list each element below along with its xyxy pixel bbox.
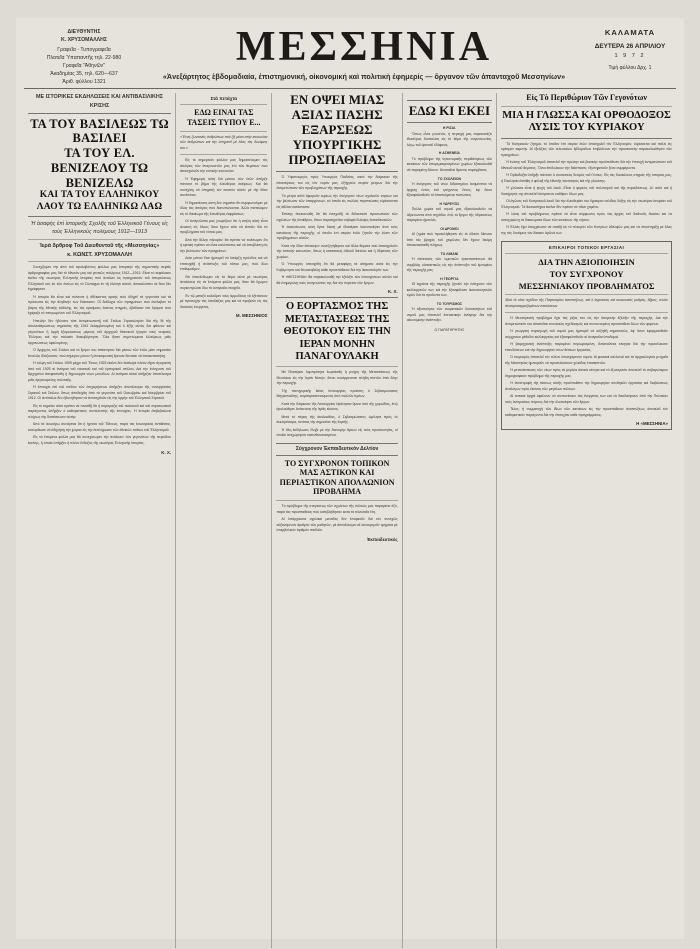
feature-box-paragraph: Ἡ βιομηχανικὴ ἀνάπτυξις παραμένει περιωρισμένη. Ἀπαιτοῦνται κίνητρα διὰ τὴν προσέλκυσιν ἐπενδύσεων καὶ τὴν δημιουργίαν νέων θέσεων ἐργασίας.	[505, 342, 668, 352]
col2-paragraph: Ἡ δημοσίευσις αὐτὴ δὲν σημαίνει ὅτι συμφωνοῦμεν μὲ ὅλας τὰς ἀπόψεις ποὺ διατυπώνονται. Ἀλλὰ πιστεύομεν εἰς τὸ δικαίωμα τῆς ἐλευθέρας ἐκφράσεως.	[180, 200, 268, 216]
col3-bottom-label: Σύγχρονον Ἐκπαιδευτικὸν Δελτίον	[276, 443, 397, 456]
feature-box-paragraph: Ὁ τουρισμὸς ἀποτελεῖ τὸν πλέον ὑποσχόμενον τομέα. Αἱ φυσικαὶ καλλοναὶ καὶ τὰ ἀρχαιολογικὰ μνημεῖα τῆς Μεσσηνίας ἠμποροῦν νὰ προσελκύσουν χιλιάδας ἐπισκεπτῶν.	[505, 355, 668, 365]
col5-paragraph: Ἡ γλῶσσα εἶναι ἡ ψυχὴ τοῦ λαοῦ. Εἶναι ὁ φορεὺς τοῦ πολιτισμοῦ καὶ τῆς παραδόσεως. Δι' αὐτὸ καὶ ἡ διατήρησίς της ἀποτελεῖ ὑπέρτατον καθῆκον ὅλων μας.	[501, 186, 672, 196]
col3-bottom-paragraph: Αἱ ὑπάρχουσαι σχολικαὶ μονάδες δὲν ἐπαρκοῦν διὰ τὸν συνεχῶς αὐξανόμενον ἀριθμὸν τῶν μαθητῶν, μὲ ἀποτέλεσμα νὰ λειτουργοῦν τμήματα μὲ ὑπερβολικὸν ἀριθμὸν παιδιῶν.	[276, 517, 398, 533]
column-4	[402, 93, 496, 948]
masthead	[24, 24, 676, 89]
divider	[505, 294, 668, 295]
col3-sub-paragraph: Μετὰ τὸ πέρας τῆς ἀκολουθίας, ὁ Σεβασμιώτατος ὡμίλησε πρὸς τὸ ἐκκλησίασμα, τονίσας τὴν σημασίαν τῆς ἑορτῆς.	[276, 414, 398, 425]
feature-box-headline-line3: ΜΕΣΣΗΝΙΑΚΟΥ ΠΡΟΒΛΗΜΑΤΟΣ	[518, 280, 655, 291]
office-address-main: Πλατεῖα Ὑπαπαντῆς τηλ. 22-980	[46, 55, 122, 62]
issue-price: Τιμὴ φύλλου Δρχ. 1	[608, 65, 652, 72]
brief-title: ΟΙ ΔΡΟΜΟΙ	[440, 226, 459, 231]
brief-title: ΤΟ ΣΧΟΛΕΙΟΝ	[437, 176, 461, 181]
column-2	[175, 93, 271, 948]
col5-headline-line2: ΛΥΣΙΣ ΤΟΥ ΚΥΡΙΑΚΟΥ	[528, 122, 645, 134]
feature-box-paragraph: Ἡ γεωργικὴ παραγωγὴ τοῦ νομοῦ μας ἠμπορεῖ νὰ αὐξηθῇ σημαντικῶς, ἐφ' ὅσον ἐφαρμοσθοῦν σύγχρονοι μέθοδοι καλλιεργείας καὶ ἐξασφαλισθοῦν αἱ ἀναγκαῖαι ὑποδομαί.	[505, 329, 668, 339]
col1-paragraph: Ἡ ἱστορία θὰ εἶναι καὶ πάντοτε ἡ ἀδέκαστος κριτὴς ποὺ ὁδηγεῖ τὰ γεγονότα καὶ τὰ πρόσωπα εἰς τὴν ἀληθινήν των διάστασιν. Οἱ διάδοχοι τῶν πραγμάτων ποὺ ἀνέλαβαν τὸ βάρος τῆς ἐθνικῆς εὐθύνης, εἰς τὰς κρισίμους ἐκείνας στιγμάς, ἐβάδισαν τὸν δρόμον ποὺ ἐχάραξε τὸ πεπρωμένον τοῦ Ἑλληνισμοῦ.	[28, 294, 172, 316]
publisher-role: ΔΙΕΥΘΥΝΤΗΣ	[67, 29, 101, 35]
brief-text: Τὸ πρόβλημα τῆς ὑγειονομικῆς περιθάλψεως τῶν κατοίκων τῶν ἀπομεμακρυσμένων χωρίων ἐξακολουθεῖ νὰ παραμένῃ ἄλυτον. Ἀπαιτεῖται ἄμεσος παρέμβασις.	[406, 156, 493, 172]
col4-headline: ΕΔΩ ΚΙ ΕΚΕΙ	[408, 103, 491, 119]
masthead-publisher-info	[24, 24, 144, 86]
dateline-year: 1 9 7 2	[614, 53, 646, 60]
column-1	[24, 93, 175, 948]
divider	[276, 297, 397, 298]
col3-bottom-paragraph: Τὸ πρόβλημα τῆς στεγάσεως τῶν σχολείων τῆς πόλεώς μας παραμένει ὀξύ, παρὰ τὰς προσπαθείας ποὺ κατεβλήθησαν κατὰ τὰ τελευταῖα ἔτη.	[276, 504, 398, 514]
article-columns	[24, 93, 676, 948]
feature-box-headline-line1: ΔΙΑ ΤΗΝ ΑΞΙΟΠΟΙΗΣΙΝ	[538, 256, 635, 267]
col5-paragraph: Ἡ Ὀρθοδοξία ὑπῆρξε πάντοτε ὁ συνεκτικὸς δεσμὸς τοῦ Γένους. Εἰς τὰς δυσκόλους στιγμὰς τῆς ἱστορίας μας, ἡ Ἐκκλησία ἐστάθη ὁ φύλαξ τῆς ἐθνικῆς ταυτότητος καὶ τῆς γλώσσης.	[501, 173, 672, 183]
col3-paragraph: Ὁ Ὑπουργὸς ὑπεσχέθη ὅτι θὰ μεταφέρῃ τὰ αἰτήματα αὐτὰ εἰς τὴν Κυβέρνησιν καὶ θὰ καταβάλῃ κάθε προσπάθειαν διὰ τὴν ἱκανοποίησίν των.	[276, 262, 398, 272]
col2-section-label: Στὰ πετάχτα	[210, 96, 238, 102]
col1-paragraph: Ἡ ἐπιτυχία ἐπὶ τοῦ πεδίου τῶν ἐπιχειρήσεων ὑπῆρξεν ἀποτέλεσμα τῆς συνεργασίας Στρατοῦ καὶ Στόλου, ὅπως ἀπεδείχθη ἀπὸ τὰ γεγονότα τοῦ Ὀκτωβρίου καὶ Νοεμβρίου τοῦ 1912. Οἱ ἀντίπαλοι δὲν ἠδυνήθησαν νὰ ἀντιταχθοῦν εἰς τὴν ὁρμὴν τοῦ Ἑλληνικοῦ Στρατοῦ.	[28, 385, 172, 401]
brief-title: Η ΓΕΩΡΓΙΑ	[440, 276, 459, 281]
offices-label: Γραφεῖα - Τυπογραφεῖα	[57, 47, 111, 54]
offices-athens-label: Γραφεῖα "Ἀθηνῶν"	[62, 63, 106, 70]
divider	[501, 138, 672, 139]
col1-kicker: ΜΕ ΙΣΤΟΡΙΚΕΣ ΕΚΔΗΛΩΣΕΙΣ ΚΑΙ ΑΝΤΙΒΑΣΙΛΙΚΗΣ ΚΡΙΣΗΣ	[36, 94, 164, 109]
col3-headline-line2: ΕΞΑΡΣΕΩΣ ΥΠΟΥΡΓΙΚΗΣ ΠΡΟΣΠΑΘΕΙΑΣ	[288, 122, 386, 168]
col2-paragraph: Οἱ ἀναγνῶσται μας γνωρίζουν ὅτι ἡ στήλη αὐτὴ εἶναι ἀνοικτὴ εἰς ὅλους ὅσοι ἔχουν κάτι νὰ εἰποῦν διὰ τὰ προβλήματα τοῦ τόπου μας.	[180, 219, 268, 235]
brief-text: Ἡ ἀξιοποίησις τῶν τουριστικῶν δυνατοτήτων τοῦ νομοῦ μας ἀποτελεῖ ἐπιτακτικὴν ἀνάγκην διὰ τὴν οἰκονομικὴν ἀνάπτυξιν.	[406, 307, 493, 323]
col3-paragraph: Κατὰ τὴν ἰδίαν ἐπίσκεψιν συνεζητήθησαν καὶ ἄλλα θέματα ποὺ ἀπασχολοῦν τὴν τοπικὴν κοινωνίαν, ὅπως ἡ κατασκευὴ ὁδικοῦ δικτύου καὶ ἡ ὕδρευσις τῶν χωρίων.	[276, 243, 398, 259]
col1-paragraph: Εἰς τὰ ἑπόμενα φύλλα μας θὰ συνεχίσωμεν τὴν ἀνάλυσιν τῶν γεγονότων τῆς περιόδου ἐκείνης, ἡ ὁποία ὑπῆρξεν ἡ πλέον ἔνδοξος τῆς νεωτέρας Ἑλληνικῆς ἱστορίας.	[28, 435, 172, 445]
col2-paragraph: Θὰ ἐπανέλθωμεν εἰς τὸ θέμα αὐτὸ μὲ νεωτέρας ἀναλύσεις εἰς τὰ ἑπόμενα φύλλα μας, ὅταν θὰ ἔχωμεν συγκεντρώσει ὅλα τὰ ἀναγκαῖα στοιχεῖα.	[180, 274, 268, 290]
brief-text: Οἱ ἀγρόται τῆς περιοχῆς ζητοῦν τὴν ἐνίσχυσιν τῶν καλλιεργειῶν των καὶ τὴν ἐξασφάλισιν ἱκανοποιητικῶν τιμῶν διὰ τὰ προϊόντα των.	[406, 282, 493, 298]
col3-bottom-headline: ΤΟ ΣΥΓΧΡΟΝΟΝ ΤΟΠΙΚΟΝ ΜΑΣ ΑΣΤΙΚΟΝ ΚΑΙ ΠΕΡΙΑΣΤΙΚΟΝ ΑΠΟΛΛΩΝΙΟΝ ΠΡΟΒΛΗΜΑ	[279, 458, 395, 497]
col1-paragraph: Συνεχίζομεν τὴν ἀπὸ τοῦ προλαβόντος φύλλου μας ἱστορικὴν τῆς σημαντικῆς σειρᾶς ἀρθρογραφίας μας διὰ τὸ ἐθνικὸν μας καὶ γενικῶς πολέμους 1912—1913. Εἶναι τὸ κεφάλαιον ἐκεῖνο τῆς νεωτέρας Ἑλληνικῆς ἱστορίας ποὺ ἀναλύει ὡς πραγματικὸν τοῦ ἀπογεύσεως Ἑλληνικοῦ καί, ἐκ τῶν ἀντίων εἰς τὸ Σύνταγμα ἐν τῇ ὁλότητι αὐτοῦ, ἀποκαλύπτει τὰ ὅσα δὲν ἐγράφησαν.	[28, 265, 172, 292]
col3-paragraph: Ἐπίσης ἀνεκοινώθη ὅτι θὰ ἐνισχυθῇ τὸ διδακτικὸν προσωπικὸν τῶν σχολείων τῆς ὑπαίθρου, ὅπου παρατηρεῖται σοβαρὰ ἔλλειψις ἐκπαιδευτικῶν.	[276, 212, 398, 222]
news-brief-item	[407, 227, 492, 249]
col2-paragraph: Διότι μόνον ἔτσι ἠμπορεῖ νὰ ὑπάρξῃ πρόοδος καὶ νὰ ἐπιτευχθῇ ἡ ἀνάπτυξις τοῦ τόπου μας, ποὺ ὅλοι ἐπιθυμοῦμεν.	[180, 256, 268, 272]
col3-bottom-signature: Ἐκπαιδευτικός	[366, 536, 398, 542]
column-5	[496, 93, 676, 948]
col2-lead: «Ἕνας ζωντανὸς ἀνθρώπων ποὺ ζῇ μέσα στὴν κοινωνίαν τῶν ἀνθρώπων καὶ τὴν ὑπηρετεῖ μὲ ὅλας τὰς δυνάμεις του.»	[180, 134, 268, 150]
divider	[28, 239, 171, 240]
issue-number: Ἀριθ. φύλλου 1321	[62, 79, 106, 86]
brief-text: Ὅπως εἶναι γνωστόν, ἡ περιοχή μας παρουσιάζει ἰδιαιτέρας δυσκολίας εἰς τὸ θέμα τῆς συγκοινωνίας, λόγῳ τοῦ ὀρεινοῦ ἐδάφους.	[406, 131, 493, 147]
divider	[180, 104, 267, 105]
col5-paragraph: Ἡ Ἑλλὰς ἔχει ὑποχρέωσιν νὰ σταθῇ εἰς τὸ πλευρὸν τῶν Κυπρίων ἀδελφῶν μας καὶ νὰ ὑποστηρίξῃ μὲ ὅλας της τὰς δυνάμεις τὸν δίκαιον ἀγῶνά των.	[501, 225, 672, 235]
dateline-city: ΚΑΛΑΜΑΤΑ	[604, 28, 656, 37]
col5-overline: Εἰς Τὸ Περιθώριον Τῶν Γεγονότων	[526, 93, 647, 103]
news-brief-item	[407, 177, 492, 199]
col2-headline: ΕΔΩ ΕΙΝΑΙ ΤΑΣ ΤΑΣΕΙΣ ΤΥΠΟΥ Ε...	[186, 108, 261, 128]
brief-text: Πολλὰ χωρία τοῦ νομοῦ μας ἐξακολουθοῦν νὰ ὑδρεύωνται ἀπὸ πηγάδια, ἐνῷ τὸ ἔργον τῆς ὑδρεύσεως παραμένει ἡμιτελές.	[406, 207, 493, 223]
col4-signature: Ο ΠΑΡΑΤΗΡΗΤΗΣ	[434, 327, 465, 332]
col3-paragraph: Ἡ ἀνακοίνωσις αὐτὴ ἔγινε δεκτὴ μὲ ἰδιαιτέραν ἱκανοποίησιν ἀπὸ τοὺς κατοίκους τῆς περιοχῆς, οἱ ὁποῖοι ἐπὶ σειρὰν ἐτῶν ζητοῦν τὴν λύσιν τῶν προβλημάτων αὐτῶν.	[276, 225, 398, 241]
brief-title: Η ΥΔΡΕΥΣΙΣ	[439, 201, 460, 206]
col1-paragraph: Ὁ Ἀρχηγὸς τοῦ Στόλου καὶ τὸ ἔργον του ἀπέκτησαν διὰ μέσου τῶν ἐτῶν μίαν σημασίαν ἐντελῶς ἰδιάζουσαν, ποὺ σήμερον μόνον ἡ ἀντικειμενικὴ ἔρευνα δύναται νὰ ἀποκαταστήσῃ.	[28, 348, 172, 358]
news-brief-item	[407, 202, 492, 224]
col1-byline-pre: Ἱερὰ δρθροφ Τοῦ Διευθυντοῦ τῆς «Μεσσηνίας»	[39, 243, 160, 250]
col5-headline-line1: ΜΙΑ Η ΓΛΩΣΣΑ ΚΑΙ ΟΡΘΟΔΟΞΟΣ	[502, 110, 671, 122]
divider	[407, 122, 492, 123]
feature-box-signature: Η «ΜΕΣΣΗΝΙΑ»	[636, 421, 668, 427]
column-3	[271, 93, 401, 948]
divider	[276, 366, 397, 367]
feature-box-lead: Ἰδοὺ τὸ νέον σχέδιον τῆς Παγκοσμίου ἀναπτύξεως, καὶ ὁ ἀγροτικὸς καὶ κοινωνικὸς ρυθμὸς, δῆμος, τελῶν ἀναπροσαρμοζομένων πιστώσεων.	[505, 298, 668, 308]
news-brief-item	[407, 151, 492, 173]
col1-paragraph: Εἰς τὸ σημεῖον αὐτὸ πρέπει νὰ τονισθῇ ὅτι ἡ σύμπραξις τοῦ πολιτικοῦ καὶ τοῦ στρατιωτικοῦ παράγοντος ὑπῆρξεν ὁ καθοριστικὸς συντελεστὴς τῆς ἐπιτυχίας. Ἡ ἱστορία ἐπιβεβαιώνει πλήρως τὴν διαπίστωσιν αὐτήν.	[28, 403, 172, 419]
divider	[28, 216, 171, 217]
feature-box-paragraph: Ἡ ἀντιστροφὴ τῆς τάσεως αὐτῆς προϋποθέτει τὴν δημιουργίαν συνθηκῶν ἐργασίας καὶ διαβιώσεως ἀναλόγων πρὸς ἐκείνας τῶν μεγάλων πόλεων.	[505, 381, 668, 391]
divider	[180, 131, 267, 132]
col3-sub-paragraph: Τῆς πανηγυρικῆς θείας Λειτουργίας προέστη ὁ Σεβασμιώτατος Μητροπολίτης, συμπαραστατούμενος ὑπὸ πολλῶν ἱερέων.	[276, 388, 398, 399]
col1-signature: Κ. Χ.	[161, 449, 172, 455]
brief-title: ΤΟ ΤΟΥΡΙΣΜΟΣ	[436, 301, 463, 306]
divider	[180, 154, 267, 155]
divider	[28, 113, 171, 114]
brief-title: Η ΑΣΘΕΝΕΙΑ	[438, 151, 460, 156]
col3-signature: Κ. Χ.	[387, 289, 398, 295]
col2-paragraph: Ἐν τῷ μεταξὺ καλοῦμεν τοὺς ἁρμοδίους νὰ ἐξετάσουν μὲ προσοχὴν τὰς ὑποδείξεις μας καὶ νὰ προβοῦν εἰς τὰς δεούσας ἐνεργείας.	[180, 293, 268, 309]
col1-headline-line2: ΤΑ ΤΟΥ ΕΛ. ΒΕΝΙΖΕΛΟΥ ΤΩ ΒΕΝΙΖΕΛΩ	[50, 146, 149, 190]
feature-box-paragraph: Ἡ Μεσσηνιακὴ πρόβλημα ἔχει τὰς ρίζας του εἰς τὴν ἱστορικὴν ἐξέλιξιν τῆς περιοχῆς. Διὰ τὴν ἀντιμετώπισίν του ἀπαιτεῖται συνολικὸς σχεδιασμὸς καὶ συντονισμένη προσπάθεια ὅλων τῶν φορέων.	[505, 316, 668, 326]
col2-paragraph: Ἀπὸ τὴν ἄλλην πλευράν, θὰ πρέπει νὰ τονίσωμεν ὅτι ἡ κριτικὴ πρέπει νὰ εἶναι καλόπιστος καὶ νὰ ἀποβλέπῃ εἰς τὴν βελτίωσιν τῶν πραγμάτων.	[180, 237, 268, 253]
col5-paragraph: Τὸ Κυπριακὸν ζήτημα, τὸ ὁποῖον ἐπὶ σειρὰν ἐτῶν ἀπασχολεῖ τὸν Ἑλληνισμὸν, εὑρίσκεται καὶ πάλιν εἰς κρίσιμον καμπήν. Αἱ ἐξελίξεις τῶν τελευταίων ἑβδομάδων ἐπιβάλλουν τὴν προσεκτικὴν παρακολούθησιν τῶν πραγμάτων.	[501, 141, 672, 157]
feature-box-label: ΕΠΙΚΑΙΡΟΙ ΤΟΠΙΚΟΙ ΕΡΓΑΣΙΑΙ	[548, 244, 625, 250]
brief-text: Ἡ ἐπέκτασις τῶν λιμενικῶν ἐγκαταστάσεων θὰ συμβάλῃ οὐσιαστικῶς εἰς τὴν ἀνάπτυξιν τοῦ ἐμπορίου τῆς περιοχῆς μας.	[406, 257, 493, 273]
newspaper-tagline: «Ἀνεξάρτητος ἑβδομαδιαία, ἐπιστημονική, οἰκονομική καὶ πολιτικὴ ἐφημερίς — ὄργανον τῶν ἁπανταχοῦ Μεσσηνίων»	[162, 72, 566, 82]
dateline-date: ΔΕΥΤΕΡΑ 26 ΑΠΡΙΛΙΟΥ	[594, 43, 666, 51]
col5-paragraph: Ἡ λύσις τοῦ προβλήματος πρέπει νὰ εἶναι σύμφωνος πρὸς τὰς ἀρχὰς τοῦ διεθνοῦς δικαίου καὶ νὰ κατοχυρώνῃ τὰ δικαιώματα ὅλων τῶν κατοίκων τῆς νήσου.	[501, 212, 672, 222]
masthead-dateline	[584, 24, 676, 72]
brief-title: ΤΟ ΛΙΜΑΝΙ	[440, 251, 459, 256]
col1-paragraph: Ἡ τόλμη τοῦ Στόλου 1909 μέχρι τοῦ Ἔτους 1925 ἐκεῖνο δὲν ἐκάλυψε πλέον εἴχαν ἀγοραστὴ ἀπὸ τοῦ 1925 αἱ ἀνάγκαι τοῦ ναυτικοῦ καὶ τοῦ ἐμπορικοῦ στόλου. Διὰ τὴν ἐνίσχυσιν τοῦ Ἀρχηγείου ἀπεφασίσθη ἡ δημιουργία νέων μονάδων. Αἱ ἀνάγκαι αὐταὶ ὑπῆρξαν ἀποτέλεσμα μιᾶς ὀργανωμένης πολιτικῆς.	[28, 361, 172, 382]
col1-paragraph: Ἀπὸ τὰ ἀνωτέρω συνάγεται ὅτι ἡ ἡγεσία τοῦ Ἔθνους, παρὰ τὰς ἐσωτερικὰς ἀντιθέσεις, κατώρθωσε νὰ ὁδηγήσῃ τὴν χώραν εἰς τὴν ἐκπλήρωσιν τῶν ἐθνικῶν πόθων τοῦ Ἑλληνισμοῦ.	[28, 422, 172, 432]
col3-headline-line1: ΕΝ ΟΨΕΙ ΜΙΑΣ ΑΞΙΑΣ ΠΑΣΗΣ	[290, 92, 384, 123]
divider	[505, 253, 668, 254]
col1-paragraph: Ἡπειλὴν δὲν ἠδύνατο τότε ἀντιμετωπιστῇ τοῦ Στόλου Στρατολογίαν διὰ τῆς δὲ τῆς ἀπελευθερώσεως σημασίας τῆς 1941 ἐκλαμβανομένη καὶ ὁ ἐξῆς αὐτὸς διὰ φθόνον καὶ γεγονότων ἡ ὁρμὴ ἐξομοιώσεως μέρους τοῦ ἀρχηγοῦ Ναυτικοῦ ἤγαγεν τοὺς νεαρούς Ἕλληνας καὶ τὴν παλαιὰν διακυβέρνησιν. Ὅλα ἦσαν συμπτώματα ἐλλείψεως μιᾶς ὀργανώσεως ὀφειλομένης.	[28, 318, 172, 345]
feature-box-paragraph: Τέλος, ἡ συμμετοχὴ τῶν ἰδίων τῶν κατοίκων εἰς τὴν προσπάθειαν ἀναπτύξεως ἀποτελεῖ τὸν καθοριστικὸν παράγοντα διὰ τὴν ἐπιτυχίαν κάθε προγράμματος.	[505, 407, 668, 417]
brief-title: Η ΡΙΖΑΙ.	[442, 126, 456, 131]
news-brief-item	[407, 252, 492, 274]
col3-sub-paragraph: Μὲ ἰδιαιτέραν λαμπρότητα ἑωρτάσθη ἡ μνήμη τῆς Μεταστάσεως τῆς Θεοτόκου εἰς τὴν Ἱερὰν Μονήν, ὅπου συνέρρευσαν πλήθη πιστῶν ἀπὸ ὅλην τὴν περιοχήν.	[276, 370, 398, 386]
col2-signature: Μ. ΜΕΣΣΗΝΙΟΣ	[235, 313, 268, 319]
brief-text: Ἡ ἀνέγερσις τοῦ νέου διδακτηρίου ἀναμένεται νὰ ἀρχίσῃ ἐντὸς τοῦ τρέχοντος ἔτους, ἐφ' ὅσον ἐξασφαλισθοῦν αἱ ἀπαιτούμεναι πιστώσεις.	[406, 182, 493, 198]
col2-paragraph: Ἡ Ἐφημερὶς αὐτὴ διὰ μέσου τῶν ἐτῶν ὑπῆρξε πάντοτε τὸ βῆμα τῆς ἐλευθέρας σκέψεως. Καὶ θὰ συνεχίσῃ νὰ ὑπηρετῇ τὸν σκοπὸν αὐτὸν μὲ τὴν ἰδίαν συνέπειαν.	[180, 176, 268, 198]
divider	[501, 106, 672, 107]
divider	[276, 171, 397, 172]
brief-text: Αἱ ζημίαι ποὺ προεκλήθησαν εἰς τὸ ὁδικὸν δίκτυον ἀπὸ τὰς βροχὰς τοῦ χειμῶνος δὲν ἔχουν ἀκόμη ἀποκατασταθῆ πλήρως.	[406, 232, 493, 248]
newspaper-title: ΜΕΣΣΗΝΙΑ	[235, 24, 493, 70]
divider	[505, 312, 668, 313]
divider	[28, 261, 171, 262]
col3-paragraph: Ὁ Ὑφυπουργὸς πρὸς Ὑπουργὸς Παιδείας, κατὰ τὴν διάρκειαν τῆς ἐπισκέψεώς του εἰς τὸν νομόν μας, ἐξήγγειλε σειρὰν μέτρων διὰ τὴν ἀντιμετώπισιν τῶν προβλημάτων τῆς περιοχῆς.	[276, 175, 398, 191]
divider	[407, 100, 492, 101]
col5-paragraph: Ἡ ἑνότης τοῦ Ἑλληνισμοῦ ἀποτελεῖ τὴν πρώτην καὶ βασικὴν προϋπόθεσιν διὰ τὴν ἐπιτυχῆ ἀντιμετώπισιν τοῦ ἐθνικοῦ αὐτοῦ θέματος. Ὅσοι ἐπιδιώκουν τὴν διάσπασιν, ἐξυπηρετοῦν ξένα συμφέροντα.	[501, 160, 672, 170]
feature-box-paragraph: Ἡ μετανάστευσις τῶν νέων πρὸς τὰ μεγάλα ἀστικὰ κέντρα καὶ τὸ ἐξωτερικὸν ἀποτελεῖ τὸ σοβαρώτερον δημογραφικὸν πρόβλημα τῆς περιοχῆς μας.	[505, 368, 668, 378]
news-brief-item	[407, 302, 492, 324]
col3-paragraph: Τὰ μέτρα αὐτὰ ἀφοροῦν κυρίως τὴν ἀνέγερσιν νέων σχολικῶν κτιρίων καὶ τὴν βελτίωσιν τῶν ὑπαρχόντων, τὰ ὁποῖα εἰς πολλὰς περιπτώσεις εὑρίσκονται εἰς ἀθλίαν κατάστασιν.	[276, 193, 398, 209]
publisher-name: Κ. ΧΡΥΣΟΜΑΛΛΗΣ	[60, 37, 107, 44]
newspaper-sheet	[16, 18, 684, 939]
masthead-title-block	[144, 24, 584, 81]
col1-headline-line1: ΤΑ ΤΟΥ ΒΑΣΙΛΕΩΣ ΤΩ ΒΑΣΙΛΕΙ	[30, 116, 169, 146]
col1-deck: Ἡ ἀσαφὴς ἐπὶ ἱστορικῆς Σχολῆς τοῦ Ἑλληνικοῦ Γένους εἰς τοὺς Ἑλληνικοὺς πολέμους 1912—1913	[30, 220, 169, 235]
office-address-athens: Ἀκαδημίας 35, τηλ. 620—637	[50, 71, 118, 78]
col1-byline: κ. ΚΩΝΣΤ. ΧΡΥΣΟΜΑΛΛΗ	[67, 252, 132, 259]
col2-paragraph: Εἰς τὸ σημερινὸν φύλλον μας δημοσιεύομεν τὰς ἀπόψεις τῶν ἀναγνωστῶν μας ἐπὶ τῶν θεμάτων ποὺ ἀπασχολοῦν τὴν τοπικὴν κοινωνίαν.	[180, 158, 268, 174]
col1-headline-line3: ΚΑΙ ΤΑ ΤΟΥ ΕΛΛΗΝΙΚΟΥ ΛΑΟΥ ΤΩ ΕΛΛΗΝΙΚΩ ΛΑΩ	[36, 190, 163, 212]
col5-feature-box	[501, 241, 672, 431]
feature-box-headline-line2: ΤΟΥ ΣΥΓΧΡΟΝΟΥ	[549, 268, 624, 279]
col3-sub-headline: Ο ΕΟΡΤΑΣΜΟΣ ΤΗΣ ΜΕΤΑΣΤΑΣΕΩΣ ΤΗΣ ΘΕΟΤΟΚΟΥ ΕΙΣ ΤΗΝ ΙΕΡΑΝ ΜΟΝΗΝ ΠΑΝΑΓΟΥΛΑΚΗ	[283, 301, 391, 362]
col5-paragraph: Οἱ ἀγῶνες τοῦ Κυπριακοῦ λαοῦ διὰ τὴν ἐλευθερίαν του ἔγραψαν σελίδας δόξης εἰς τὴν νεωτέραν ἱστορίαν τοῦ Ἑλληνισμοῦ. Τὰ θυσιαστήρια ἐκεῖνα δὲν πρέπει νὰ πᾶνε χαμένα.	[501, 199, 672, 209]
news-brief-item	[407, 277, 492, 299]
col3-sub-paragraph: Ἡ ὅλη ἐκδήλωσις ἔληξε μὲ τὴν διανομὴν ἄρτων εἰς τοὺς προσκυνητάς, οἱ ὁποῖοι ἀνεχώρησαν κατενθουσιασμένοι.	[276, 427, 398, 438]
news-brief-item	[407, 126, 492, 148]
col3-sub-paragraph: Κατὰ τὴν διάρκειαν τῆς Λειτουργίας ἐψάλησαν ὕμνοι ὑπὸ τῆς χορωδίας, ἐνῷ ἠκολούθησε λιτάνευσις τῆς ἱερᾶς εἰκόνος.	[276, 401, 398, 412]
divider	[276, 500, 397, 501]
col3-paragraph: Ἡ «ΜΕΣΣΗΝΙΑ» θὰ παρακολουθῇ τὴν ἐξέλιξιν τῶν ὑποσχέσεων αὐτῶν καὶ θὰ ἐνημερώνῃ τοὺς ἀναγνώστας της διὰ τὴν πορείαν τῶν ἔργων.	[276, 275, 398, 285]
feature-box-paragraph: Αἱ τοπικαὶ ἀρχαὶ ὀφείλουν νὰ συντονίσουν τὰς ἐνεργείας των καὶ νὰ διεκδικήσουν ἀπὸ τὴν Πολιτείαν τοὺς ἀναγκαίους πόρους διὰ τὴν ὑλοποίησιν τῶν ἔργων.	[505, 394, 668, 404]
